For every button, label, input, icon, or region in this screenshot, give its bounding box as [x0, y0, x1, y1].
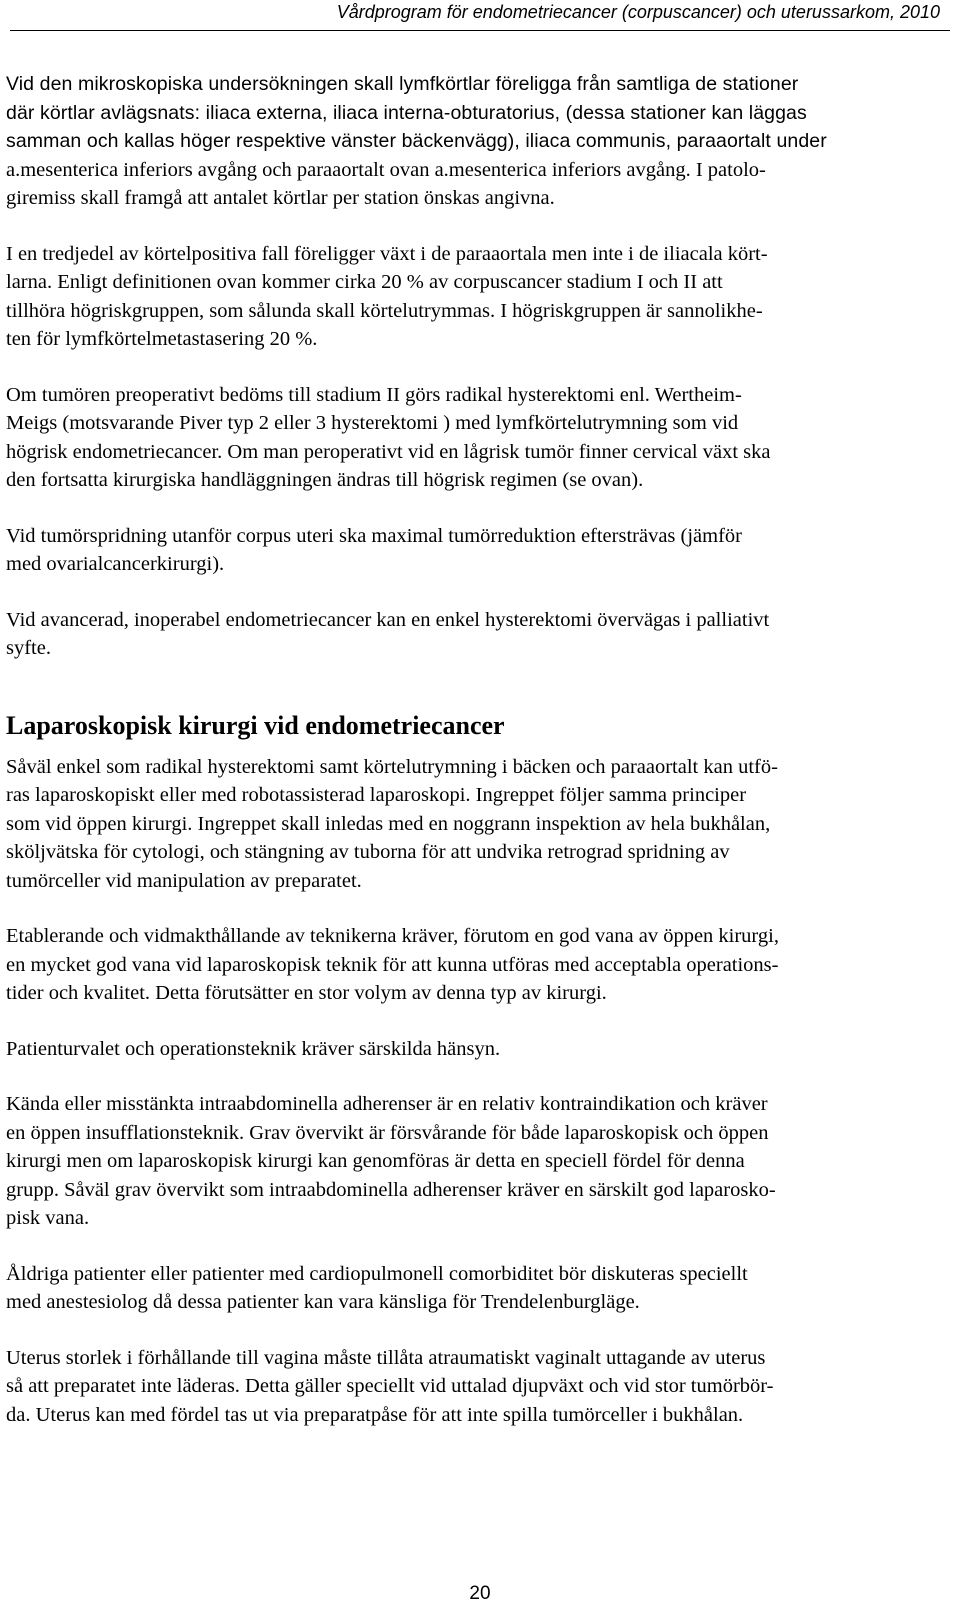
text-line: Såväl enkel som radikal hysterektomi samt körtelutrymning i bäcken och paraaortalt kan utfö-: [6, 755, 778, 778]
text-line: tillhöra högriskgruppen, som sålunda skall körtelutrymmas. I högriskgruppen är sannolikhe-: [6, 299, 763, 322]
paragraph-elderly-patients: [6, 1260, 946, 1317]
text-line: Etablerande och vidmakthållande av teknikerna kräver, förutom en god vana av öppen kirurgi,: [6, 925, 779, 947]
running-header-title: Vårdprogram för endometriecancer (corpuscancer) och uterussarkom, 2010: [336, 2, 940, 22]
text-line: Patienturvalet och operationsteknik kräver särskilda hänsyn.: [6, 1037, 501, 1060]
paragraph-node-positive-cases: [6, 240, 946, 354]
paragraph-laparoscopic-procedure: [6, 753, 946, 896]
text-line: ras laparoskopiskt eller med robotassisterad laparoskopi. Ingreppet följer samma principer: [6, 784, 747, 806]
text-line: grupp. Såväl grav övervikt som intraabdominella adherenser kräver en särskilt god laparosko-: [6, 1178, 776, 1201]
text-line: ten för lymfkörtelmetastasering 20 %.: [6, 328, 318, 350]
text-line: samman och kallas höger respektive vänster bäckenvägg), iliaca communis, paraaortalt under: [6, 130, 827, 152]
text-line: Vid den mikroskopiska undersökningen skall lymfkörtlar föreligga från samtliga de stationer: [6, 73, 799, 95]
text-line: den fortsatta kirurgiska handläggningen ändras till högrisk regimen (se ovan).: [6, 469, 644, 491]
text-line: Åldriga patienter eller patienter med cardiopulmonell comorbiditet bör diskuteras speciellt: [6, 1262, 748, 1285]
text-line: med anestesiolog då dessa patienter kan vara känsliga för Trendelenburgläge.: [6, 1291, 640, 1313]
paragraph-stage-two: [6, 381, 946, 495]
paragraph-patient-selection: [6, 1035, 946, 1064]
page-number: [0, 1582, 960, 1606]
text-line: Vid avancerad, inoperabel endometriecancer kan en enkel hysterektomi övervägas i palliativt: [6, 608, 770, 631]
text-line: sköljvätska för cytologi, och stängning av tuborna för att undvika retrograd spridning av: [6, 841, 730, 863]
text-line: så att preparatet inte läderas. Detta gäller speciellt vid uttalad djupväxt och vid stor tumörbör-: [6, 1375, 774, 1397]
page-number-text: 20: [469, 1583, 491, 1604]
text-line: pisk vana.: [6, 1207, 90, 1229]
text-line: a.mesenterica inferiors avgång och paraaortalt ovan a.mesenterica inferiors avgång. I patolo-: [6, 158, 766, 181]
paragraph-adhesions-obesity: [6, 1090, 946, 1233]
paragraph-inoperable: [6, 606, 946, 663]
text-line: Uterus storlek i förhållande till vagina måste tillåta atraumatiskt vaginalt uttagande av uterus: [6, 1346, 766, 1369]
page-content: [6, 70, 946, 1456]
text-line: tumörceller vid manipulation av preparatet.: [6, 869, 362, 892]
text-line: som vid öppen kirurgi. Ingreppet skall inledas med en noggrann inspektion av hela bukhålan,: [6, 812, 771, 835]
paragraph-tumor-spread: [6, 522, 946, 579]
text-line: Meigs (motsvarande Piver typ 2 eller 3 hysterektomi ) med lymfkörtelutrymning som vid: [6, 412, 739, 434]
text-line: en mycket god vana vid laparoskopisk teknik för att kunna utföras med acceptabla operations-: [6, 953, 779, 976]
text-line: giremiss skall framgå att antalet körtlar per station önskas angivna.: [6, 187, 555, 209]
paragraph-uterus-size: [6, 1344, 946, 1430]
text-line: kirurgi men om laparoskopisk kirurgi kan genomföras är detta en speciell fördel för denna: [6, 1150, 745, 1172]
text-line: larna. Enligt definitionen ovan kommer cirka 20 % av corpuscancer stadium I och II att: [6, 271, 723, 293]
text-line: en öppen insufflationsteknik. Grav övervikt är försvårande för både laparoskopisk och öppen: [6, 1121, 769, 1144]
text-line: syfte.: [6, 637, 51, 659]
text-line: I en tredjedel av körtelpositiva fall föreligger växt i de paraaortala men inte i de iliacala kört-: [6, 242, 768, 265]
text-line: Kända eller misstänkta intraabdominella adherenser är en relativ kontraindikation och kräver: [6, 1093, 768, 1115]
text-line: där körtlar avlägsnats: iliaca externa, iliaca interna-obturatorius, (dessa stationer kan läggas: [6, 101, 807, 124]
text-line: Om tumören preoperativt bedöms till stadium II görs radikal hysterektomi enl. Wertheim-: [6, 383, 742, 406]
paragraph-technique-requirements: [6, 922, 946, 1008]
text-line: med ovarialcancerkirurgi).: [6, 553, 225, 575]
running-header: [10, 0, 950, 31]
text-line: da. Uterus kan med fördel tas ut via preparatpåse för att inte spilla tumörceller i bukhålan.: [6, 1403, 744, 1426]
text-line: tider och kvalitet. Detta förutsätter en stor volym av denna typ av kirurgi.: [6, 982, 607, 1004]
paragraph-lymph-node-stations: [6, 70, 946, 213]
text-line: Vid tumörspridning utanför corpus uteri ska maximal tumörreduktion eftersträvas (jämför: [6, 524, 743, 547]
text-line: högrisk endometriecancer. Om man peroperativt vid en lågrisk tumör finner cervical växt ska: [6, 440, 771, 463]
section-heading-laparoscopy: Laparoskopisk kirurgi vid endometriecancer: [6, 710, 505, 740]
